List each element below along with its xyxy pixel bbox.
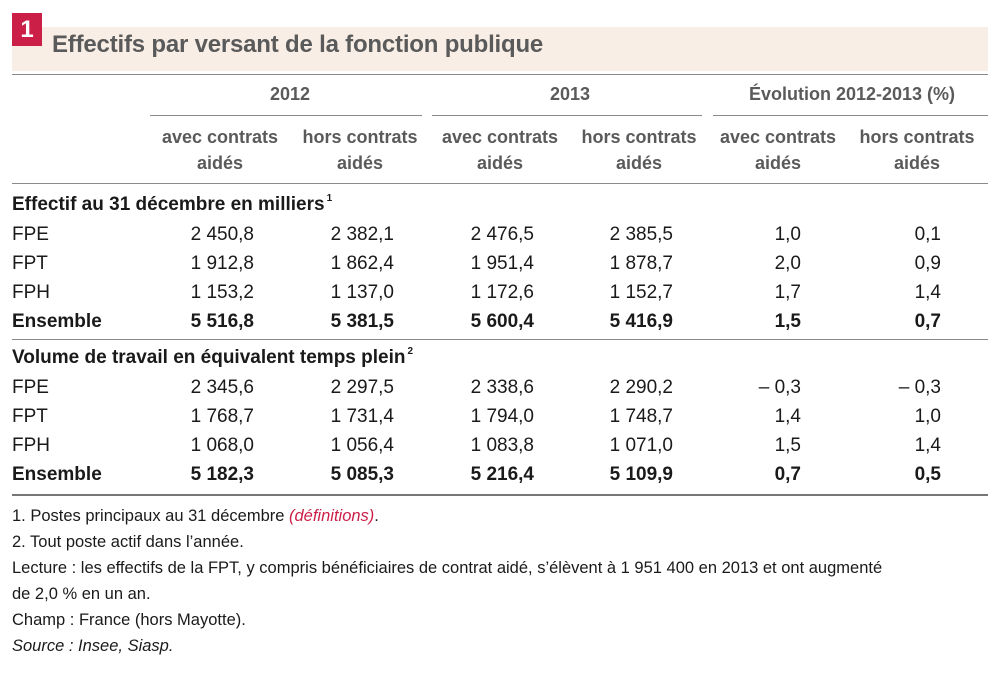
- table-cell: 1,4: [774, 406, 801, 427]
- row-label: FPH: [12, 435, 50, 456]
- table-cell: 0,7: [774, 464, 801, 485]
- table-cell: 2 450,8: [190, 224, 254, 245]
- source-note: Source : Insee, Siasp.: [12, 637, 174, 655]
- table-cell: 2 476,5: [470, 224, 534, 245]
- year-rule-evolution: [713, 115, 988, 116]
- table-cell: 1,5: [774, 311, 801, 332]
- table-cell: 1 153,2: [190, 282, 254, 303]
- table-cell: 5 216,4: [470, 464, 534, 485]
- champ-note: Champ : France (hors Mayotte).: [12, 611, 246, 629]
- bottom-rule: [12, 494, 988, 496]
- row-label: FPE: [12, 377, 49, 398]
- table-cell: 0,1: [914, 224, 941, 245]
- col-header-evolution: Évolution 2012-2013 (%): [748, 84, 956, 104]
- definitions-link[interactable]: (définitions): [289, 507, 375, 525]
- table-cell: 5 416,9: [609, 311, 673, 332]
- table-cell: 1,0: [914, 406, 941, 427]
- row-label: FPT: [12, 253, 48, 274]
- header-bottom-rule: [12, 183, 988, 184]
- col-header-2013: 2013: [549, 84, 591, 104]
- table-cell: 1 083,8: [470, 435, 534, 456]
- lecture-line-1: Lecture : les effectifs de la FPT, y compris bénéficiaires de contrat aidé, s’élèvent à 1 951 400 en 2013 et ont augmenté: [12, 559, 883, 577]
- year-rule-2013: [432, 115, 702, 116]
- table-cell: 2,0: [774, 253, 801, 274]
- table-cell: 1 056,4: [330, 435, 394, 456]
- table-cell: 1 071,0: [609, 435, 673, 456]
- table-cell: 1,5: [774, 435, 801, 456]
- subheader-2012-avec: avec contrats aidés: [161, 127, 279, 173]
- figure-number-badge: 1: [12, 13, 42, 46]
- table-cell: 1 794,0: [470, 406, 534, 427]
- subheader-evol-hors: hors contrats aidés: [859, 127, 975, 173]
- table-cell: 5 600,4: [470, 311, 534, 332]
- table-cell: 1 862,4: [330, 253, 394, 274]
- footnote-2: 2. Tout poste actif dans l’année.: [12, 533, 244, 551]
- table-cell: 0,9: [914, 253, 941, 274]
- table-cell: 1 152,7: [609, 282, 673, 303]
- table-cell: 2 345,6: [190, 377, 254, 398]
- table-cell: 1 768,7: [190, 406, 254, 427]
- subheader-evol-avec: avec contrats aidés: [719, 127, 837, 173]
- row-label: FPH: [12, 282, 50, 303]
- table-cell: 1 172,6: [470, 282, 534, 303]
- table-cell: 1 137,0: [330, 282, 394, 303]
- lecture-line-2: de 2,0 % en un an.: [12, 585, 151, 603]
- table-cell: 1 912,8: [190, 253, 254, 274]
- row-label: FPT: [12, 406, 48, 427]
- row-label: Ensemble: [12, 311, 102, 332]
- section-title-volume: Volume de travail en équivalent temps plein $^2$: [12, 346, 414, 368]
- table-cell: 1 951,4: [470, 253, 534, 274]
- table-cell: 5 085,3: [330, 464, 394, 485]
- row-label: Ensemble: [12, 464, 102, 485]
- table-cell: 2 338,6: [470, 377, 534, 398]
- table-cell: 0,5: [914, 464, 941, 485]
- table-cell: 1,4: [914, 282, 941, 303]
- table-cell: 5 516,8: [190, 311, 254, 332]
- table-cell: 1 731,4: [330, 406, 394, 427]
- table-cell: 1,4: [914, 435, 941, 456]
- table-cell: – 0,3: [898, 377, 941, 398]
- footnote-1: 1. Postes principaux au 31 décembre (définitions).: [12, 507, 379, 525]
- table-cell: 2 385,5: [609, 224, 673, 245]
- top-rule: [12, 74, 988, 75]
- col-header-2012: 2012: [269, 84, 311, 104]
- table-cell: 1 878,7: [609, 253, 673, 274]
- table-cell: 5 381,5: [330, 311, 394, 332]
- table-cell: 2 290,2: [609, 377, 673, 398]
- subheader-2012-hors: hors contrats aidés: [302, 127, 418, 173]
- row-label: FPE: [12, 224, 49, 245]
- page-title: Effectifs par versant de la fonction publique: [52, 31, 544, 58]
- table-cell: 1,7: [774, 282, 801, 303]
- subheader-2013-avec: avec contrats aidés: [441, 127, 559, 173]
- year-rule-2012: [150, 115, 422, 116]
- section-divider: [12, 339, 988, 340]
- table-cell: 2 297,5: [330, 377, 394, 398]
- table-cell: – 0,3: [758, 377, 801, 398]
- table-cell: 1,0: [774, 224, 801, 245]
- table-cell: 0,7: [914, 311, 941, 332]
- subheader-2013-hors: hors contrats aidés: [581, 127, 697, 173]
- table-cell: 5 109,9: [609, 464, 673, 485]
- table-cell: 5 182,3: [190, 464, 254, 485]
- section-title-effectif: Effectif au 31 décembre en milliers $^1$: [12, 193, 333, 215]
- table-cell: 1 748,7: [609, 406, 673, 427]
- table-cell: 1 068,0: [190, 435, 254, 456]
- table-cell: 2 382,1: [330, 224, 394, 245]
